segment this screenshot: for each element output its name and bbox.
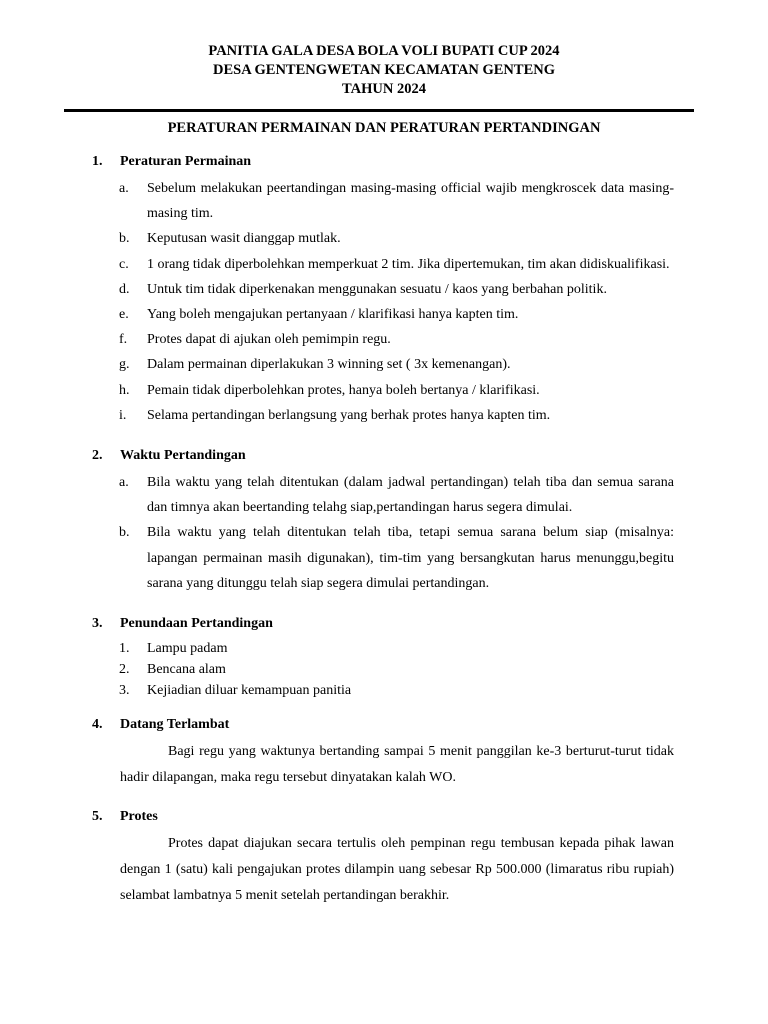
section-heading: [0, 717, 768, 739]
document-title: PERATURAN PERMAINAN DAN PERATURAN PERTANDINGAN: [167, 120, 601, 136]
item-label: c.: [119, 256, 129, 272]
list-item: [119, 176, 674, 226]
section-title: Penundaan Pertandingan: [120, 616, 273, 632]
section-paragraph: Protes dapat diajukan secara tertulis oleh pempinan regu tembusan kepada pihak lawan dengan 1 (satu) kali pengajukan protes dilampin uang sebesar Rp 500.000 (limaratus ribu rupiah) selambat lambatnya 5 menit setelah pertandingan berakhir.: [120, 836, 674, 904]
section-heading: [0, 809, 768, 831]
section-peraturan-permainan: [0, 154, 768, 428]
letterhead-line-2: DESA GENTENGWETAN KECAMATAN GENTENG: [212, 62, 555, 78]
letterhead-line-1: PANITIA GALA DESA BOLA VOLI BUPATI CUP 2024: [208, 43, 560, 59]
item-text: Bila waktu yang telah ditentukan telah tiba, tetapi semua sarana belum siap (misalnya: lapangan permainan masih digunakan), tim-tim yang bersangkutan harus menunggu,begitu sarana yang ditunggu telah siap segera dimulai pertandingan.: [147, 525, 674, 591]
item-text: Kejiadian diluar kemampuan panitia: [147, 683, 352, 699]
header-divider: [64, 109, 694, 112]
item-text: Dalam permainan diperlakukan 3 winning set ( 3x kemenangan).: [147, 357, 511, 373]
item-text: Yang boleh mengajukan pertanyaan / klarifikasi hanya kapten tim.: [147, 307, 519, 323]
item-text: 1 orang tidak diperbolehkan memperkuat 2 tim. Jika dipertemukan, tim akan didiskualifikasi.: [147, 256, 670, 272]
section-number: 2.: [92, 448, 103, 464]
section-title: Waktu Pertandingan: [120, 448, 246, 464]
letterhead: [0, 42, 768, 99]
section-title: Peraturan Permainan: [120, 154, 252, 169]
section-title: Protes: [120, 809, 158, 825]
list-item: [119, 470, 674, 520]
list-item: [119, 252, 674, 277]
item-text: Pemain tidak diperbolehkan protes, hanya boleh bertanya / klarifikasi.: [147, 382, 540, 398]
letterhead-line-3: TAHUN 2024: [342, 81, 426, 97]
section-protes: [0, 809, 768, 909]
section-heading: [0, 448, 768, 470]
item-label: a.: [119, 181, 129, 196]
list-item: [119, 680, 674, 701]
item-label: 3.: [119, 683, 130, 699]
item-label: 1.: [119, 641, 130, 657]
item-label: 2.: [119, 662, 130, 678]
item-text: Bila waktu yang telah ditentukan (dalam jadwal pertandingan) telah tiba dan semua sarana dan timnya akan beertanding telahg siap,pertandingan harus segera dimulai.: [147, 475, 674, 516]
item-label: g.: [119, 357, 130, 373]
item-label: b.: [119, 525, 130, 541]
section-penundaan-pertandingan: [0, 616, 768, 701]
item-text: Protes dapat di ajukan oleh pemimpin regu.: [147, 332, 391, 348]
item-text: Selama pertandingan berlangsung yang berhak protes hanya kapten tim.: [147, 407, 551, 423]
item-text: Lampu padam: [147, 641, 228, 657]
list-item: [119, 520, 674, 596]
section-heading: [0, 154, 768, 176]
list-item: [119, 352, 674, 377]
item-label: h.: [119, 382, 130, 398]
item-text: Bencana alam: [147, 662, 226, 678]
document-body: [0, 154, 768, 909]
list-item: [119, 378, 674, 403]
list-item: [119, 302, 674, 327]
item-label: f.: [119, 332, 128, 348]
list-item: [119, 638, 674, 659]
section-number: 3.: [92, 616, 103, 632]
section-title: Datang Terlambat: [120, 717, 230, 733]
list-item: [119, 327, 674, 352]
section-datang-terlambat: [0, 717, 768, 791]
section-waktu-pertandingan: [0, 448, 768, 596]
section-number: 5.: [92, 809, 103, 825]
item-label: e.: [119, 307, 129, 323]
section-number: 4.: [92, 717, 103, 733]
list-item: [119, 277, 674, 302]
item-text: Sebelum melakukan peertandingan masing-masing official wajib mengkroscek data masing-masing tim.: [147, 181, 674, 222]
section-number: 1.: [92, 154, 103, 169]
list-item: [119, 226, 674, 251]
item-label: d.: [119, 281, 130, 297]
item-text: Untuk tim tidak diperkenakan menggunakan sesuatu / kaos yang berbahan politik.: [147, 281, 607, 297]
item-text: Keputusan wasit dianggap mutlak.: [147, 231, 341, 247]
item-label: b.: [119, 231, 130, 247]
list-item: [119, 403, 674, 428]
item-label: i.: [119, 407, 127, 423]
section-paragraph: Bagi regu yang waktunya bertanding sampai 5 menit panggilan ke-3 berturut-turut tidak hadir dilapangan, maka regu tersebut dinyatakan kalah WO.: [120, 744, 674, 786]
item-label: a.: [119, 475, 129, 491]
list-item: [119, 659, 674, 680]
section-heading: [0, 616, 768, 638]
